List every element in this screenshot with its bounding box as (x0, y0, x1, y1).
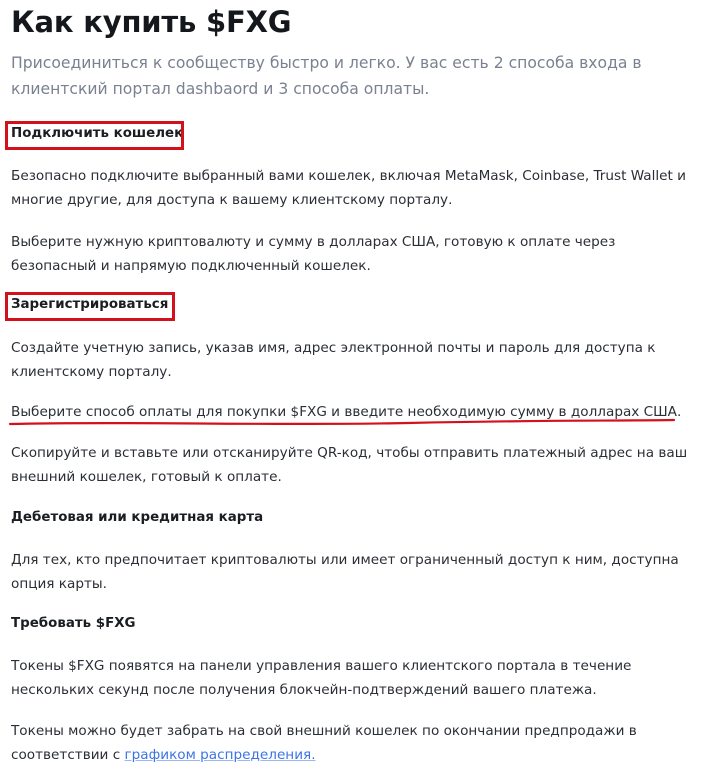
page-title: Как купить $FXG (11, 5, 292, 39)
claim-paragraph-2 (11, 719, 691, 767)
card-paragraph-1: Для тех, кто предпочитает криптовалюты или имеет ограниченный доступ к ним, доступна опция карты. (11, 552, 679, 592)
claim-paragraph-2-text: Токены можно будет забрать на свой внешний кошелек по окончании предпродажи в соответствии с (11, 723, 637, 763)
heading-claim: Требовать $FXG (11, 616, 136, 631)
register-paragraph-3: Скопируйте и вставьте или отсканируйте QR-код, чтобы отправить платежный адрес на ваш внешний кошелек, готовый к оплате. (11, 445, 688, 485)
register-paragraph-2: Выберите способ оплаты для покупки $FXG и введите необходимую сумму в долларах США. (11, 404, 682, 420)
heading-connect-wallet: Подключить кошелек (11, 126, 184, 141)
distribution-schedule-link[interactable]: графиком распределения. (124, 747, 316, 763)
intro-text: Присоединиться к сообществу быстро и легко. У вас есть 2 способа входа в клиентский портал dashbaord и 3 способа оплаты. (11, 54, 642, 98)
register-paragraph-1: Создайте учетную запись, указав имя, адрес электронной почты и пароль для доступа к клиентскому порталу. (11, 340, 656, 380)
heading-card: Дебетовая или кредитная карта (11, 510, 264, 525)
heading-register: Зарегистрироваться (11, 297, 169, 312)
wallet-paragraph-2: Выберите нужную криптовалюту и сумму в долларах США, готовую к оплате через безопасный и напрямую подключенный кошелек. (11, 234, 616, 274)
claim-paragraph-1: Токены $FXG появятся на панели управления вашего клиентского портала в течение нескольких секунд после получения блокчейн-подтверждений вашего платежа. (11, 658, 632, 698)
wallet-paragraph-1: Безопасно подключите выбранный вами кошелек, включая MetaMask, Coinbase, Trust Wallet и многие другие, для доступа к вашему клиентскому порталу. (11, 168, 687, 208)
